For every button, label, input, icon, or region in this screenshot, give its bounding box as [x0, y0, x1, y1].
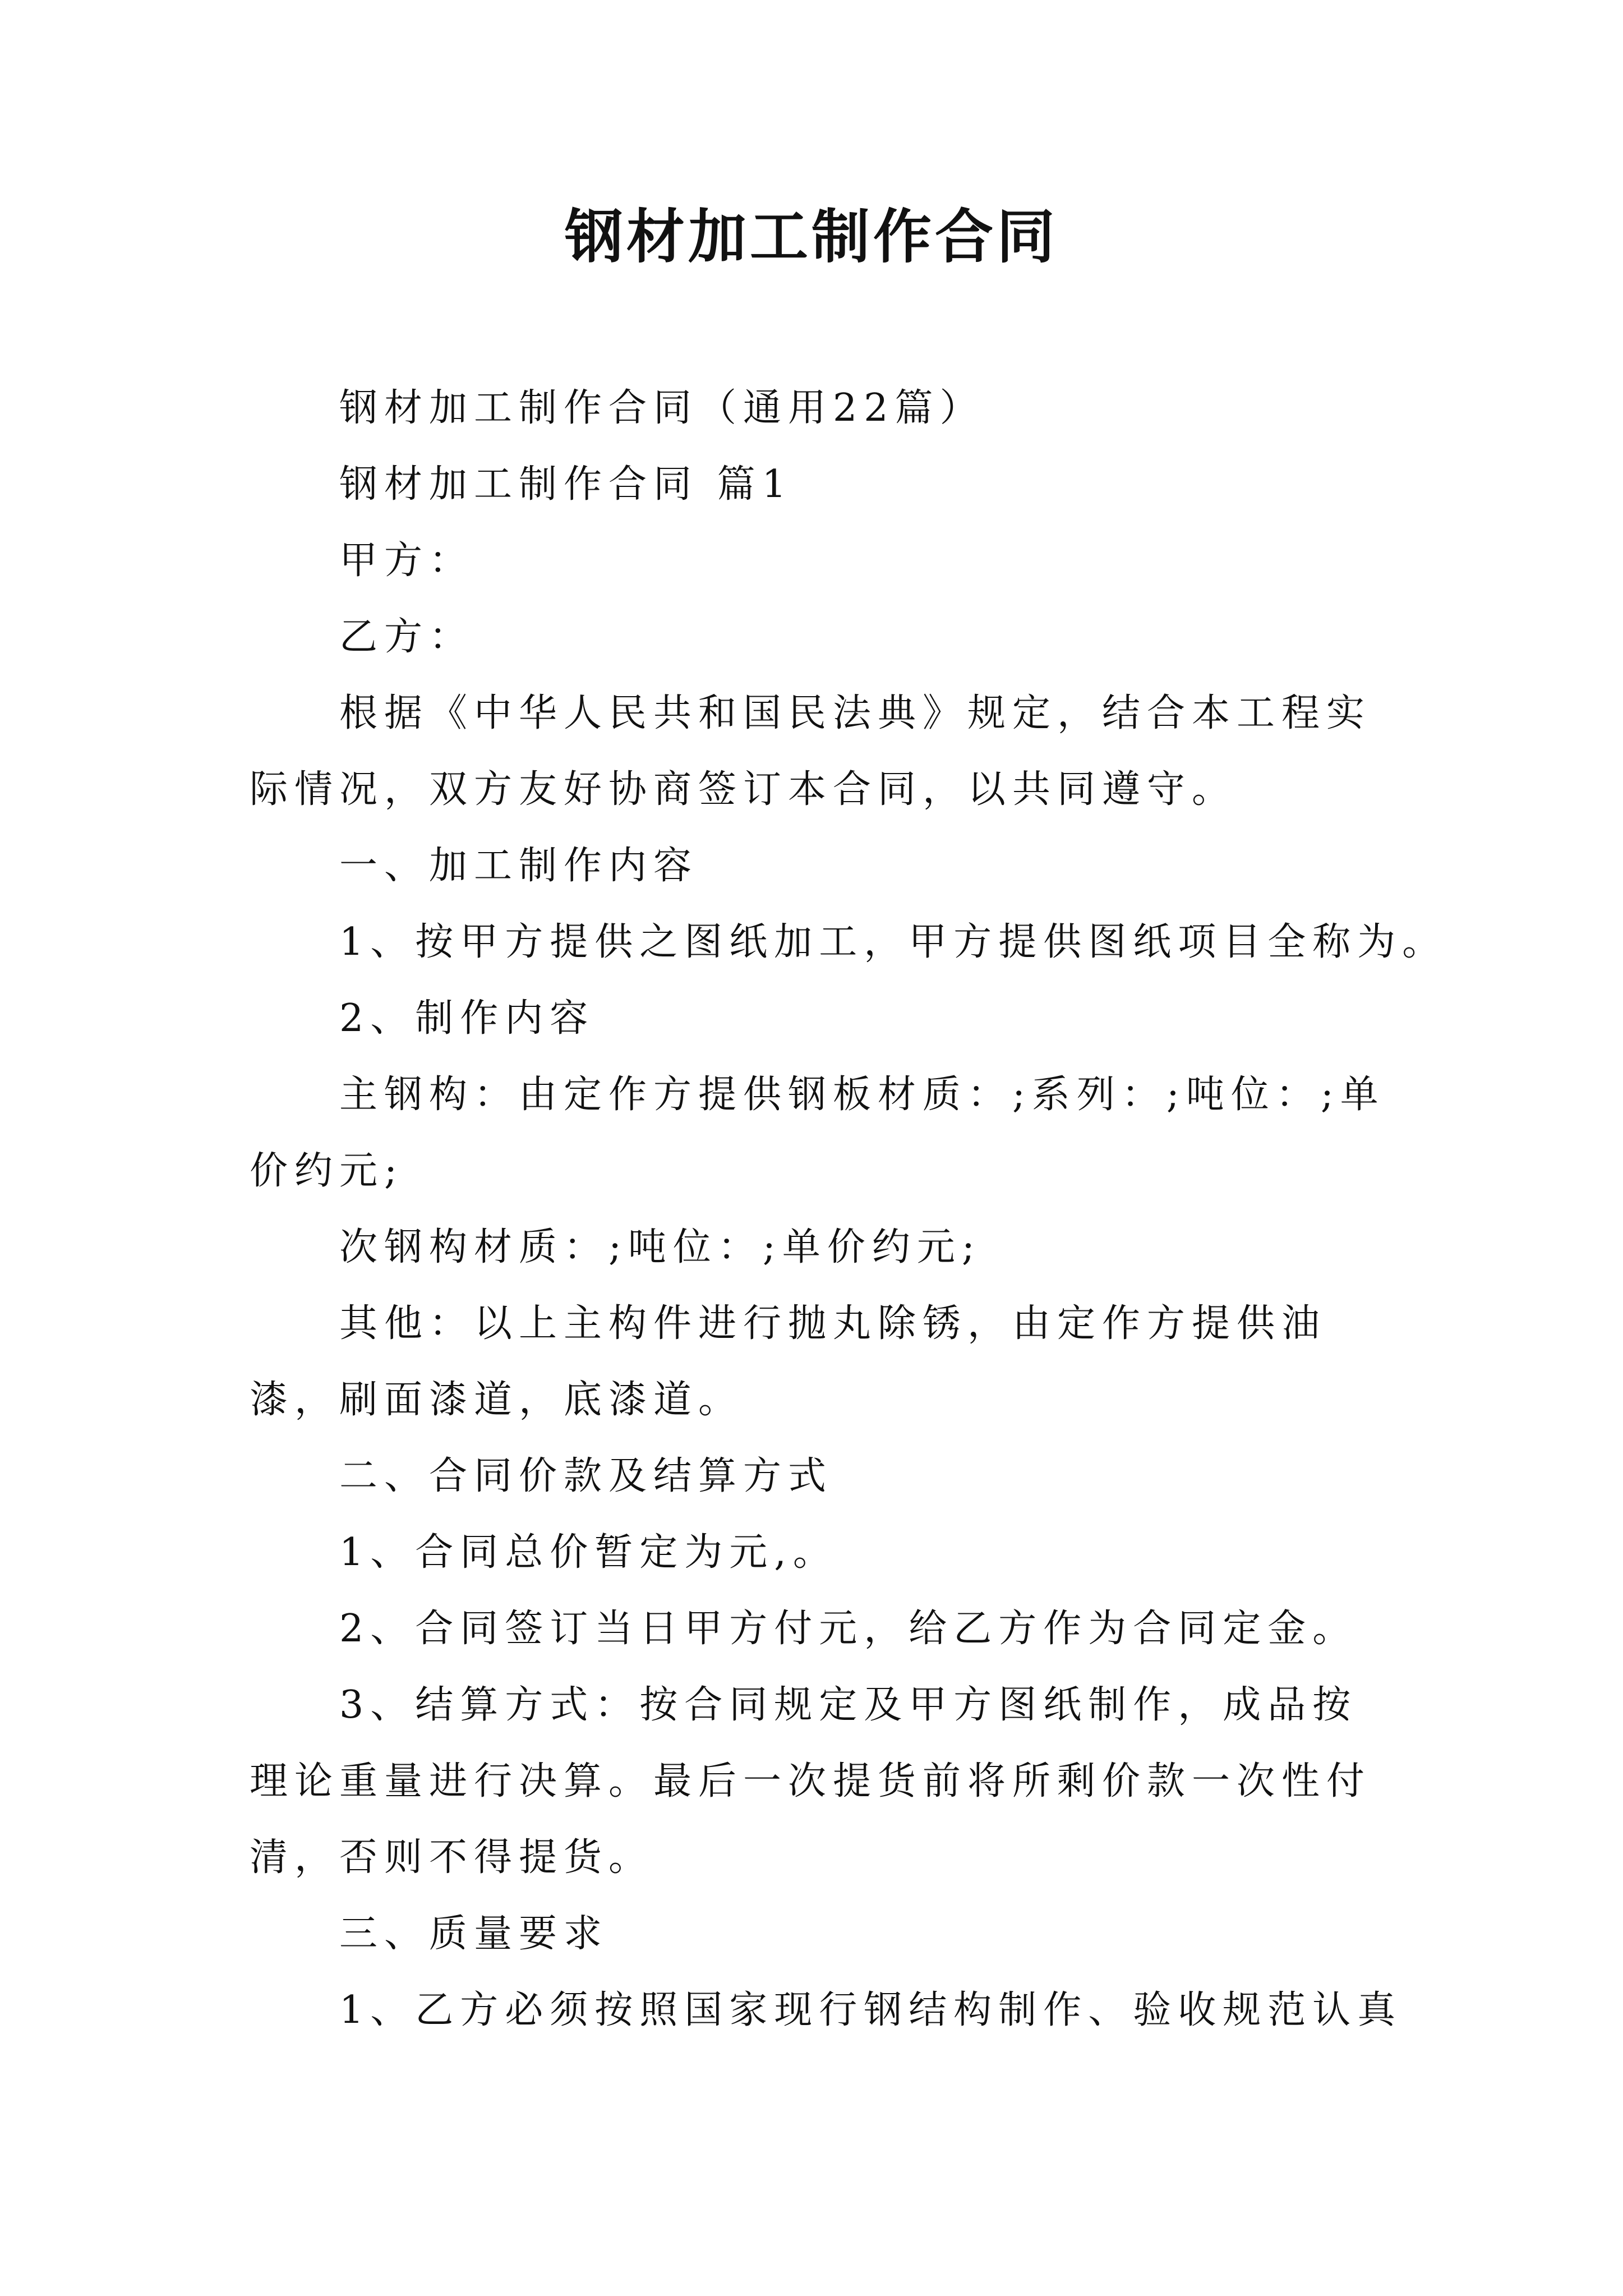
clause-paragraph: 2、合同签订当日甲方付元，给乙方作为合同定金。	[339, 1607, 1358, 1651]
document-body	[250, 370, 1447, 2049]
clause-paragraph: 3、结算方式：按合同规定及甲方图纸制作，成品按理论重量进行决算。最后一次提货前将所剩价款一次性付清，否则不得提货。	[250, 1683, 1372, 1880]
preamble-paragraph: 根据《中华人民共和国民法典》规定，结合本工程实际情况，双方友好协商签订本合同，以共同遵守。	[250, 691, 1372, 812]
clause-paragraph: 1、乙方必须按照国家现行钢结构制作、验收规范认真	[339, 1988, 1403, 2032]
party-b-label: 乙方：	[339, 615, 474, 659]
clause-paragraph: 2、制作内容	[339, 996, 595, 1041]
clause-paragraph: 1、按甲方提供之图纸加工，甲方提供图纸项目全称为。	[339, 920, 1447, 964]
clause-paragraph: 1、合同总价暂定为元,。	[339, 1530, 838, 1575]
document-title: 钢材加工制作合同	[564, 202, 1058, 271]
clause-paragraph: 其他：以上主构件进行抛丸除锈，由定作方提供油漆，刷面漆道，底漆道。	[250, 1301, 1327, 1422]
article-heading: 一、加工制作内容	[339, 844, 699, 888]
clause-paragraph: 次钢构材质：;吨位：;单价约元;	[339, 1225, 981, 1269]
clause-paragraph: 主钢构：由定作方提供钢板材质：;系列：;吨位：;单价约元;	[250, 1073, 1385, 1193]
subtitle-paragraph: 钢材加工制作合同（通用22篇）	[339, 386, 985, 430]
article-heading: 三、质量要求	[339, 1912, 609, 1956]
article-heading: 二、合同价款及结算方式	[339, 1454, 833, 1498]
party-a-label: 甲方：	[339, 539, 474, 583]
section-heading: 钢材加工制作合同 篇1	[339, 462, 793, 507]
